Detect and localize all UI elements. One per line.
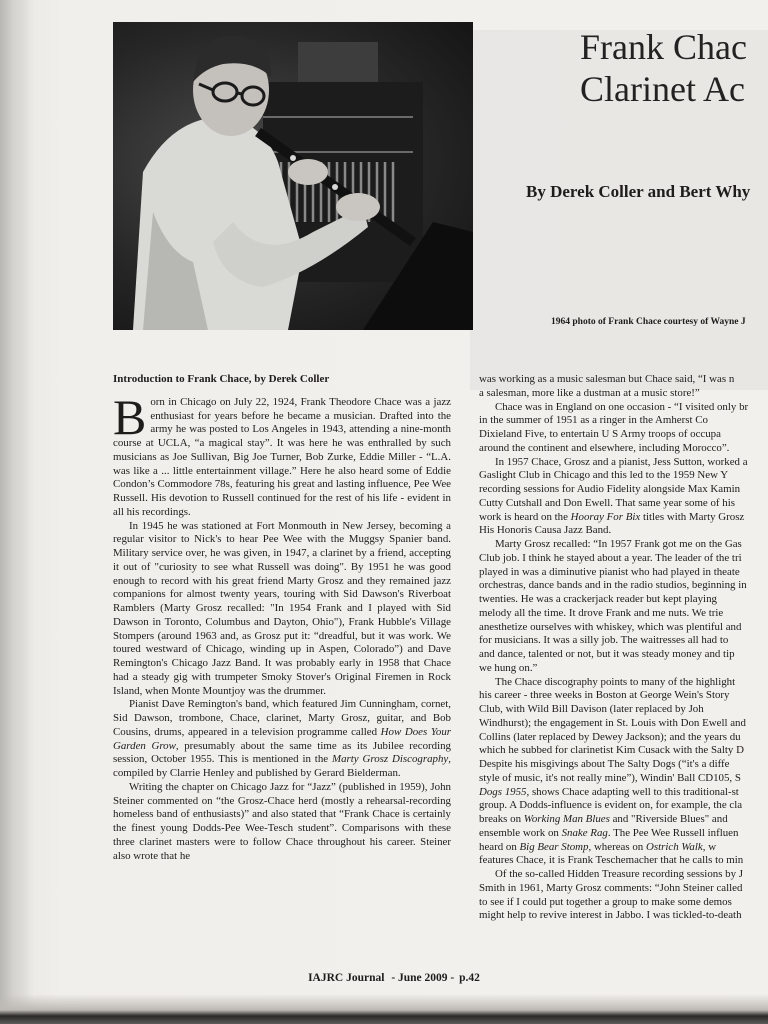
article-byline: By Derek Coller and Bert Why xyxy=(526,182,751,201)
right-column-line xyxy=(463,497,768,511)
right-column xyxy=(463,373,768,953)
paragraph-3-text-b: , presumably about the same time as its Jubilee recording session, October 1955. This is mentioned in the xyxy=(113,739,452,766)
line-text: his career - three weeks in Boston at George Wein's Story xyxy=(479,689,730,702)
line-text: , w xyxy=(702,840,717,853)
line-text: Collins (later replaced by Dewey Jackson); and the years du xyxy=(479,730,741,743)
right-column-line xyxy=(463,483,768,497)
page-footer xyxy=(0,972,768,984)
line-text: work is heard on the xyxy=(479,510,571,523)
line-text: Of the so-called Hidden Treasure recording sessions by J xyxy=(495,868,744,880)
binding-shadow xyxy=(0,0,34,1024)
italic-title: Ostrich Walk xyxy=(645,840,703,853)
line-text: His Honoris Causa Jazz Band. xyxy=(479,524,612,537)
line-text: Smith in 1961, Marty Grosz comments: “John Steiner called xyxy=(479,881,743,894)
right-column-line xyxy=(463,841,768,855)
right-column-line xyxy=(463,717,768,731)
line-text: to see if I could put together a group to make some demos xyxy=(479,895,732,908)
scan-bottom-edge xyxy=(0,994,768,1024)
line-text: Marty Grosz recalled: “In 1957 Frank got me on the Gas xyxy=(495,538,742,550)
paragraph-4: Writing the chapter on Chicago Jazz for “Jazz” (published in 1959), John Steiner commented on “the Grosz-Chace herd (mostly a rehearsal-recording homeless band of enthusiasts)” and also stated that “Frank Chace is certainly the finest young Dodds-Pee Wee-Tesch student”. Comparisons with these three clarinet masters were to follow Chace throughout his career. Steiner also wrote that he xyxy=(113,780,451,862)
right-column-line xyxy=(463,827,768,841)
italic-title: Hooray For Bix xyxy=(570,510,641,523)
line-text: Dixieland Five, to entertain U S Army troops of occupa xyxy=(479,428,721,440)
right-column-line xyxy=(463,854,768,868)
line-text: melody all the time. It drove Frank and me nuts. We trie xyxy=(479,606,724,619)
footer-journal: IAJRC Journal xyxy=(308,972,385,984)
line-text: Club, with Wild Bill Davison (later replaced by Joh xyxy=(479,703,704,715)
paragraph-3-title-2: Marty Grosz Discography xyxy=(332,753,449,766)
right-column-line xyxy=(463,648,768,662)
paragraph-3-text-a: Pianist Dave Remington's band, which featured Jim Cunningham, cornet, Sid Dawson, trombone, Chace, clarinet, Marty Grosz, guitar, and Bob Cousins, drums, appeared in a television programme called xyxy=(113,698,451,738)
right-column-line xyxy=(463,662,768,676)
italic-title: Snake Rag xyxy=(561,826,608,839)
line-text: and dance, talented or not, but it was steady money and tip xyxy=(479,648,735,660)
line-text: breaks on xyxy=(479,813,524,825)
paragraph-1-text: orn in Chicago on July 22, 1924, Frank Theodore Chace was a jazz enthusiast for years before he became a musician. Drafted into the army he was posted to Los Angeles in 1943, attending a nine-month course at UCLA, “a magical stay”. It was here he was enthralled by such musicians as Joe Sullivan, Big Joe Turner, Bob Zurke, Eddie Miller - “L.A. was like a ... little entertainment village.” Here he also heard some of Eddie Condon’s Commodore 78s, featuring his great and lasting influence, Pee Wee Russell. His devotion to Russell continued for the rest of his life - evident in all his recordings. xyxy=(113,395,451,518)
footer-issue: - June 2009 - xyxy=(391,972,455,984)
right-column-line xyxy=(463,566,768,580)
right-column-line xyxy=(463,731,768,745)
line-text: In 1957 Chace, Grosz and a pianist, Jess Sutton, worked a xyxy=(495,455,748,468)
line-text: , shows Chace adapting well to this traditional-st xyxy=(526,785,739,798)
clarinetist-photo-illustration xyxy=(113,22,473,330)
right-column-line xyxy=(463,442,768,456)
right-column-line xyxy=(463,387,768,401)
frank-chace-photo xyxy=(113,22,473,330)
paragraph-2: In 1945 he was stationed at Fort Monmouth in New Jersey, becoming a regular visitor to Nick's to hear Pee Wee with the Muggsy Spanier band. Military service over, he was given, in 1947, a clarinet by a friend, accepting it out of "curiosity to see what Russell was doing". By 1951 he was good enough to record with his great friend Marty Grosz and they remained jazz companions for almost twenty years, touring with Sid Dawson's Riverboat Ramblers (Marty Grosz recalled: "In 1954 Frank and I played with Sid Dawson in Toronto, Columbus and Dayton, Ohio"), Frank Hubble's Village Stompers (around 1963 and, as Grosz put it: “dreadful, but it was work. We toured westward of Chicago, winding up in Aspen, Colorado”) and Dave Remington's Chicago Jazz Band. It was probably early in 1958 that Chace had a steady gig with trumpeter Smoky Stover's Original Firemen in Rock Island, when Monte Mountjoy was the drummer. xyxy=(113,519,451,697)
article-title xyxy=(580,26,768,110)
right-column-line xyxy=(463,607,768,621)
line-text: might help to revive interest in Jabbo. I was tickled-to-death xyxy=(479,909,742,922)
line-text: . The Pee Wee Russell influen xyxy=(607,826,739,839)
paragraph-3-text-c: , compiled by Clarrie Henley and published by Gerard Bielderman. xyxy=(113,753,451,779)
line-text: titles with Marty Grosz xyxy=(640,510,745,523)
right-column-line xyxy=(463,882,768,896)
drop-cap: B xyxy=(113,388,147,445)
footer-page: p.42 xyxy=(459,972,480,984)
right-column-line xyxy=(463,868,768,882)
line-text: Club job. I think he stayed about a year. The leader of the tri xyxy=(479,551,742,564)
line-text: Gaslight Club in Chicago and this led to the 1959 New Y xyxy=(479,469,729,482)
right-column-line xyxy=(463,428,768,442)
italic-title: Dogs 1955 xyxy=(479,785,527,798)
italic-title: Big Bear Stomp xyxy=(519,840,589,853)
right-column-line xyxy=(463,552,768,566)
right-column-line xyxy=(463,786,768,800)
right-column-line xyxy=(463,511,768,525)
right-column-line xyxy=(463,401,768,415)
line-text: Despite his misgivings about The Salty Dogs (“it's a diffe xyxy=(479,758,730,770)
right-column-line xyxy=(463,689,768,703)
right-column-line xyxy=(463,634,768,648)
section-heading: Introduction to Frank Chace, by Derek Coller xyxy=(113,373,330,385)
line-text: which he subbed for clarinetist Kim Cusack with the Salty D xyxy=(479,744,744,757)
right-column-line xyxy=(463,593,768,607)
line-text: orchestras, dance bands and in the radio studios, beginning in xyxy=(479,579,747,592)
right-column-line xyxy=(463,744,768,758)
line-text: played in was a diminutive pianist who had played in theate xyxy=(479,565,740,578)
line-text: a salesman, more like a dustman at a music store!” xyxy=(479,386,700,399)
right-column-line xyxy=(463,799,768,813)
line-text: around the continent and elsewhere, including Morocco”. xyxy=(479,441,730,454)
line-text: anesthetize ourselves with whiskey, which was plentiful and xyxy=(479,620,742,633)
title-line-1: Frank Chac xyxy=(580,27,747,67)
right-column-line xyxy=(463,676,768,690)
line-text: , whereas on xyxy=(588,840,646,853)
right-column-line xyxy=(463,896,768,910)
photo-caption: 1964 photo of Frank Chace courtesy of Wayne J xyxy=(551,317,746,327)
right-column-line xyxy=(463,703,768,717)
line-text: Windhurst); the engagement in St. Louis with Don Ewell and xyxy=(479,716,746,729)
right-column-line xyxy=(463,524,768,538)
right-column-line xyxy=(463,538,768,552)
right-column-line xyxy=(463,621,768,635)
right-column-line xyxy=(463,772,768,786)
line-text: in the summer of 1951 as a ringer in the Amherst Co xyxy=(479,414,708,427)
right-column-line xyxy=(463,469,768,483)
line-text: heard on xyxy=(479,840,520,853)
line-text: and "Riverside Blues" and xyxy=(609,813,728,825)
paragraph-1 xyxy=(113,388,451,520)
paragraph-3-title-1: How Does Your Garden Grow xyxy=(113,725,451,752)
line-text: Cutty Cutshall and Don Ewell. That same year some of his xyxy=(479,496,735,509)
left-column xyxy=(113,373,451,863)
right-column-line xyxy=(463,373,768,387)
right-column-line xyxy=(463,758,768,772)
line-text: Chace was in England on one occasion - “I visited only br xyxy=(495,400,749,413)
paragraph-3 xyxy=(113,698,451,781)
line-text: we hung on.” xyxy=(479,661,538,674)
line-text: recording sessions for Audio Fidelity alongside Max Kamin xyxy=(479,483,741,495)
italic-title: Working Man Blues xyxy=(523,813,610,825)
right-column-line xyxy=(463,909,768,923)
line-text: for musicians. It was a silly job. The waitresses all had to xyxy=(479,634,729,647)
right-column-line xyxy=(463,456,768,470)
right-column-line xyxy=(463,414,768,428)
line-text: ensemble work on xyxy=(479,826,562,839)
line-text: The Chace discography points to many of the highlight xyxy=(495,675,736,688)
line-text: features Chace, it is Frank Teschemacher that he calls to min xyxy=(479,854,744,867)
right-column-line xyxy=(463,813,768,827)
line-text: group. A Dodds-influence is evident on, for example, the cla xyxy=(479,799,743,812)
line-text: style of music, it's not really mine”), Windin' Ball CD105, S xyxy=(479,771,741,784)
right-column-line xyxy=(463,579,768,593)
title-line-2: Clarinet Ac xyxy=(580,69,745,109)
line-text: was working as a music salesman but Chace said, “I was n xyxy=(479,373,735,385)
line-text: twenties. He was a crackerjack reader but kept playing xyxy=(479,593,717,605)
